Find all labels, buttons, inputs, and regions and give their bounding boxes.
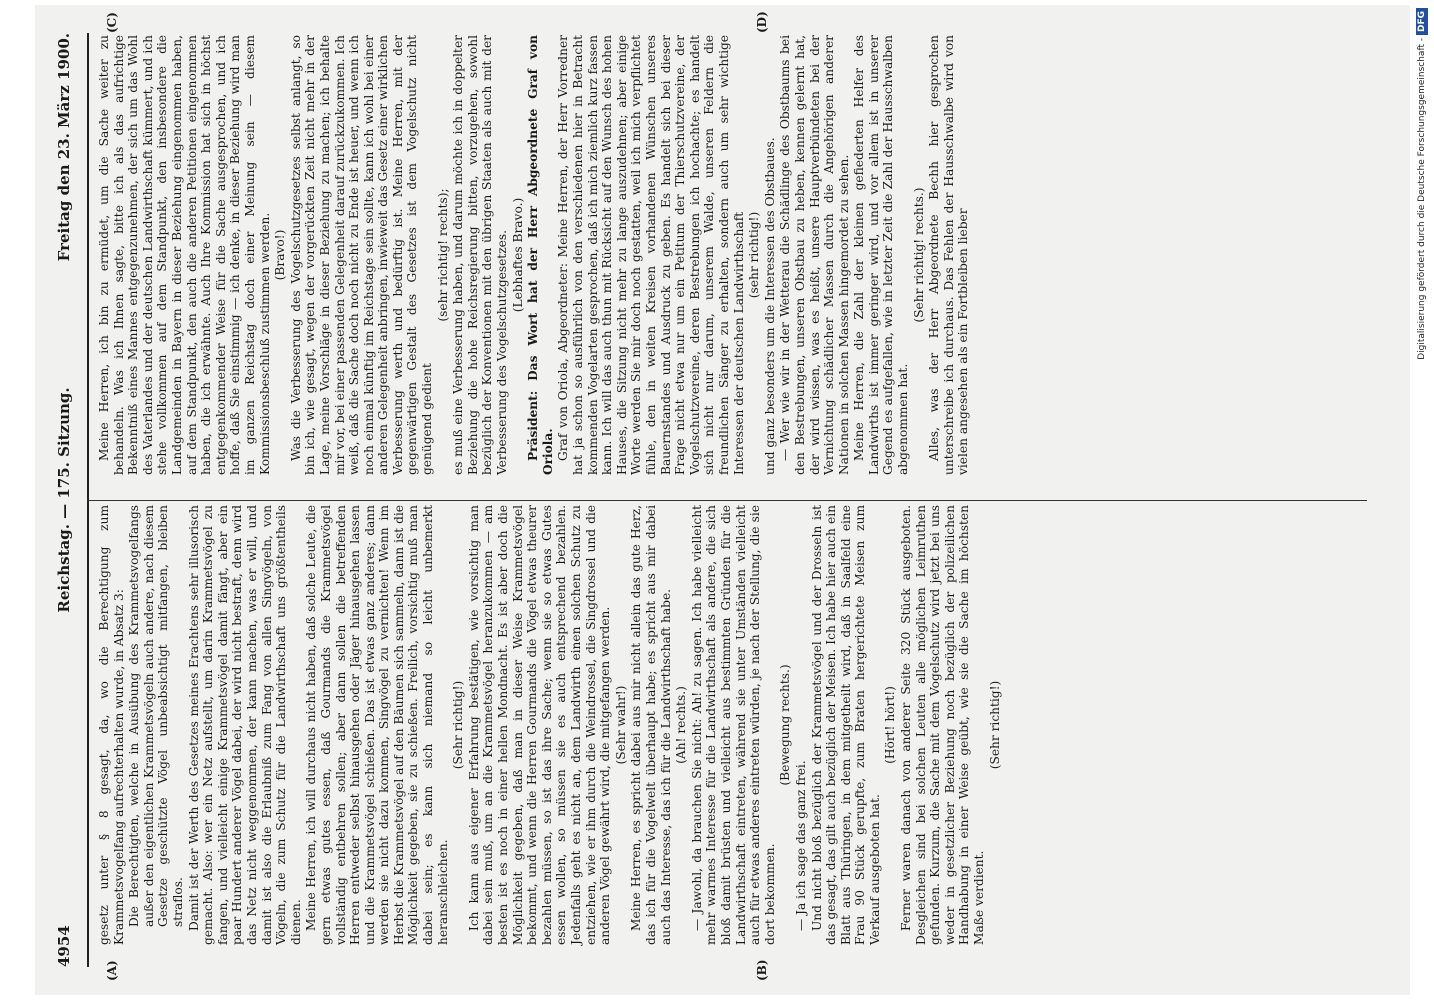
interjection: (Bewegung rechts.) xyxy=(778,664,793,786)
paragraph: Graf von Oriola, Abgeordneter: Meine Herren, der Herr Vorredner hat ja schon so ausführlich von den verschiedenen hier in Betracht kommenden Vogelarten gesprochen, daß ich mich ziemlich kurz fassen kann. Ich will das auch thun mit Rücksicht auf den Wunsch des hohen Hauses, die Sitzung nicht mehr zu lange auszudehnen; aber einige Worte werden Sie mir doch noch gestatten, weil ich mich verpflichtet fühle, den in weiten Kreisen vorhandenen Wünschen unseres Bauernstandes und Ausdruck zu geben. Es handelt sich bei dieser Frage nicht etwa nur um ein Petitum der Thierschutzvereine, der Vogelschutzvereine, deren Bestrebungen ich hochachte; es handelt sich nicht nur darum, unserem Walde, unseren Feldern die freundlichen Sänger zu erhalten, sondern auch um sehr wichtige Interessen der deutschen Landwirthschaft xyxy=(556,35,746,475)
paragraph: Meine Herren, die Zahl der kleinen gefiederten Helfer des Landwirths ist immer geringer wird, und vor allem ist in unserer Gegend es aufgefallen, wie in letzter Zeit die Zahl der Hausschwalben abgenommen hat. xyxy=(852,35,911,475)
interjection: (Sehr wahr!) xyxy=(613,685,628,765)
paragraph: — Wer wie wir in der Wetterau die Schädlinge des Obstbaums bei den Bestrebungen, unseren Obstbau zu heben, kennen gelernt hat, der wird wissen, was es heißt, unsere Hauptverbündeten bei der Vernichtung schädlicher Massen durch die Angehörigen anderer Nationen in solchen Massen hingemordet zu sehen. xyxy=(778,35,851,475)
paragraph: Alles, was der Herr Abgeordnete Bechh hier gesprochen unterschreibe ich durchaus. Das Fehlen der Hausschwalbe wird von vielen angesehen als ein Fortbleiben lieber xyxy=(927,35,971,475)
paragraph: Was die Verbesserung des Vogelschutzgesetzes selbst anlangt, so bin ich, wie gesagt, wegen der vorgerückten Zeit nicht mehr in der Lage, meine Vorschläge in dieser Beziehung zu machen; ich behalte mir vor, bei einer passenden Gelegenheit darauf zurückzukommen. Ich weiß, daß die Sache doch noch nicht zu Ende ist heuer, und wenn ich noch einmal künftig im Reichstage sein sollte, kann ich wohl bei einer anderen Gelegenheit anbringen, inwieweit das Gesetz einer wirklichen Verbesserung werth und bedürftig ist. Meine Herren, mit der gegenwärtigen Gestalt des Gesetzes ist dem Vogelschutz nicht genügend gedient xyxy=(288,35,435,475)
dfg-logo: DFG xyxy=(1416,8,1428,35)
page-number: 4954 xyxy=(55,925,73,967)
session-date: Freitag den 23. März 1900. xyxy=(55,33,73,262)
paragraph: — Ja ich sage das ganz frei. xyxy=(793,760,808,931)
scanned-page xyxy=(35,5,1410,995)
interjection: (sehr richtig!) xyxy=(747,211,762,299)
paragraph: Meine Herren, ich bin zu ermüdet, um die Sache weiter zu behandeln. Was ich Ihnen sagte, bitte ich als das aufrichtige Bekenntniß eines Mannes entgegenzunehmen, der sich um das Wohl des Vaterlandes und der deutschen Landwirthschaft kümmert, und ich stehe vollkommen auf dem Standpunkt, den insbesondere die Landgemeinden in Bayern in dieser Beziehung eingenommen haben, auf dem Standpunkt, den auch die anderen Petitionen eingenommen haben, die ich erwähnte. Auch Ihre Kommission hat sich in höchst entgegenkommender Weise für die Sache ausgesprochen, und ich hoffe, daß Sie einstimmig — ich denke, in dieser Beziehung wird man im ganzen Reichstag doch einer Meinung sein — diesem Kommissionsbeschluß zustimmen werden. xyxy=(97,35,272,475)
paragraph: Meine Herren, ich will durchaus nicht haben, daß solche Leute, die gern etwas gutes essen, daß Gourmands die Krammetsvögel vollständig entbehren sollen; aber dann sollen die betreffenden Herren entweder selbst hinausgehen oder Jäger hinausgehen lassen und die Krammetsvögel schießen. Das ist etwas ganz anderes; dann werden sie nicht dazu kommen, Singvögel zu vernichten! Wenn im Herbst die Krammetsvögel auf den Bäumen sich sammeln, dann ist die Möglichkeit gegeben, sie zu schießen. Freilich, vorsichtig muß man dabei sein; es kann sich niemand so leicht unbemerkt heranschleichen. xyxy=(304,505,450,945)
speaker-line: Präsident: Das Wort hat der Herr Abgeordnete Graf von Oriola. xyxy=(526,35,555,475)
paragraph: Ich kann aus eigener Erfahrung bestätigen, wie vorsichtig man dabei sein muß, um an die Krammetsvögel heranzukommen — am besten ist es noch in einer hellen Mondnacht. Es ist aber doch die Möglichkeit gegeben, daß man in dieser Weise Krammetsvögel bekommt, und wenn die Herren Gourmands die Vögel etwas theurer bezahlen müssen, so ist das ihre Sache; wenn sie so etwas Gutes essen wollen, so müssen sie es auch entsprechend bezahlen. Jedenfalls geht es nicht an, dem Landwirth einen solchen Schutz zu entziehen, wie er ihm durch die Weindrossel, die Singdrossel und die anderen Vögel gewährt wird, die mitgefangen werden. xyxy=(466,505,613,945)
interjection: (Hört! hört!) xyxy=(883,686,898,764)
column-divider xyxy=(87,500,1367,501)
paragraph: es muß eine Verbesserung haben, und darum möchte ich in doppelter Beziehung die hohe Reichsregierung bitten, vorzugehen, sowohl bezüglich der Konventionen mit den übrigen Staaten als auch mit der Verbesserung des Vogelschutzgesetzes. xyxy=(451,35,510,475)
paragraph: Ferner waren danach von anderer Seite 320 Stück ausgeboten. Desgleichen sind bei solchen Leuten alle möglichen Leimruthen gefunden. Kurzum, die Sache mit dem Vogelschutz wird jetzt bei uns weder in gesetzlicher Beziehung noch bezüglich der polizeilichen Handhabung in einer Weise geübt, wie sie die Sache im höchsten Maße verdient. xyxy=(899,505,987,945)
page-header xyxy=(55,33,85,967)
left-column xyxy=(97,505,1003,945)
paragraph: Und nicht bloß bezüglich der Krammetsvögel und der Drosseln ist das gesagt, das gilt auch bezüglich der Meisen. Ich habe hier auch ein Blatt aus Thüringen, in dem mitgetheilt wird, daß in Saalfeld eine Frau 90 Stück gerupfte, zum Braten hergerichtete Meisen zum Verkauf ausgeboten hat. xyxy=(809,505,882,945)
rotated-page-content xyxy=(35,5,1410,995)
margin-marker-c: (C) xyxy=(105,12,119,33)
quote: Die Berechtigten, welche in Ausübung des Krammetsvogelfangs außer den eigentlichen Krammetsvögeln auch andere, nach diesem Gesetze geschützte Vögel unbeabsichtigt mitfangen, bleiben straflos. xyxy=(127,505,185,927)
paragraph: und ganz besonders um die Interessen des Obstbaues. xyxy=(762,137,777,475)
interjection: (Sehr richtig!) xyxy=(987,680,1002,770)
paragraph: gesetz unter § 8 gesagt, da, wo die Berechtigung zum Krammetsvogelfang aufrechterhalten wurde, in Absatz 3: xyxy=(97,505,126,945)
paragraph: Meine Herren, es spricht dabei aus mir nicht allein das gute Herz, das ich für die Vogelwelt überhaupt habe; es spricht aus mir dabei auch das Interesse, das ich für die Landwirthschaft habe. xyxy=(629,505,673,945)
interjection: (Sehr richtig!) xyxy=(451,680,466,770)
margin-marker-d: (D) xyxy=(755,11,769,33)
margin-marker-b: (B) xyxy=(755,959,769,981)
interjection: (Ah! rechts.) xyxy=(674,686,689,764)
interjection: (sehr richtig! rechts); xyxy=(435,188,450,322)
paragraph: Damit ist der Werth des Gesetzes meines Erachtens sehr illusorisch gemacht. Also: wer ein Netz aufstellt, um darin Krammetsvögel zu fangen, und vielleicht einige Krammetsvögel damit fängt, aber ein paar Hundert anderer Vögel dabei, der wird nicht bestraft, denn wird das Netz nicht weggenommen, der kann machen, was er will, und damit ist also die Erlaubniß zum Fang von allen Singvögeln, von Vögeln, die zum Schutz für die Landwirthschaft uns größtentheils dienen. xyxy=(186,505,303,945)
margin-marker-a: (A) xyxy=(105,960,119,981)
paragraph: — Jawohl, da brauchen Sie nicht: Ah! zu sagen. Ich habe vielleicht mehr warmes Interesse für die Landwirthschaft als andere, die sich bloß damit brüsten und vielleicht aus bestimmten Gründen für die Landwirthschaft eintreten, während sie unter Umständen vielleicht auch für etwas anderes eintreten würden, je nach der Stellung, die sie dort bekommen. xyxy=(689,505,777,945)
interjection: (Lebhaftes Bravo.) xyxy=(510,197,525,313)
credit-text: Digitalisierung gefördert durch die Deutsche Forschungsgemeinschaft - xyxy=(1417,37,1427,360)
session-title: Reichstag. — 175. Sitzung. xyxy=(55,387,73,613)
interjection: (Bravo!) xyxy=(273,229,288,281)
right-column xyxy=(97,35,972,475)
digitization-credit xyxy=(1412,8,1432,992)
interjection: (Sehr richtig! rechts.) xyxy=(911,187,926,323)
